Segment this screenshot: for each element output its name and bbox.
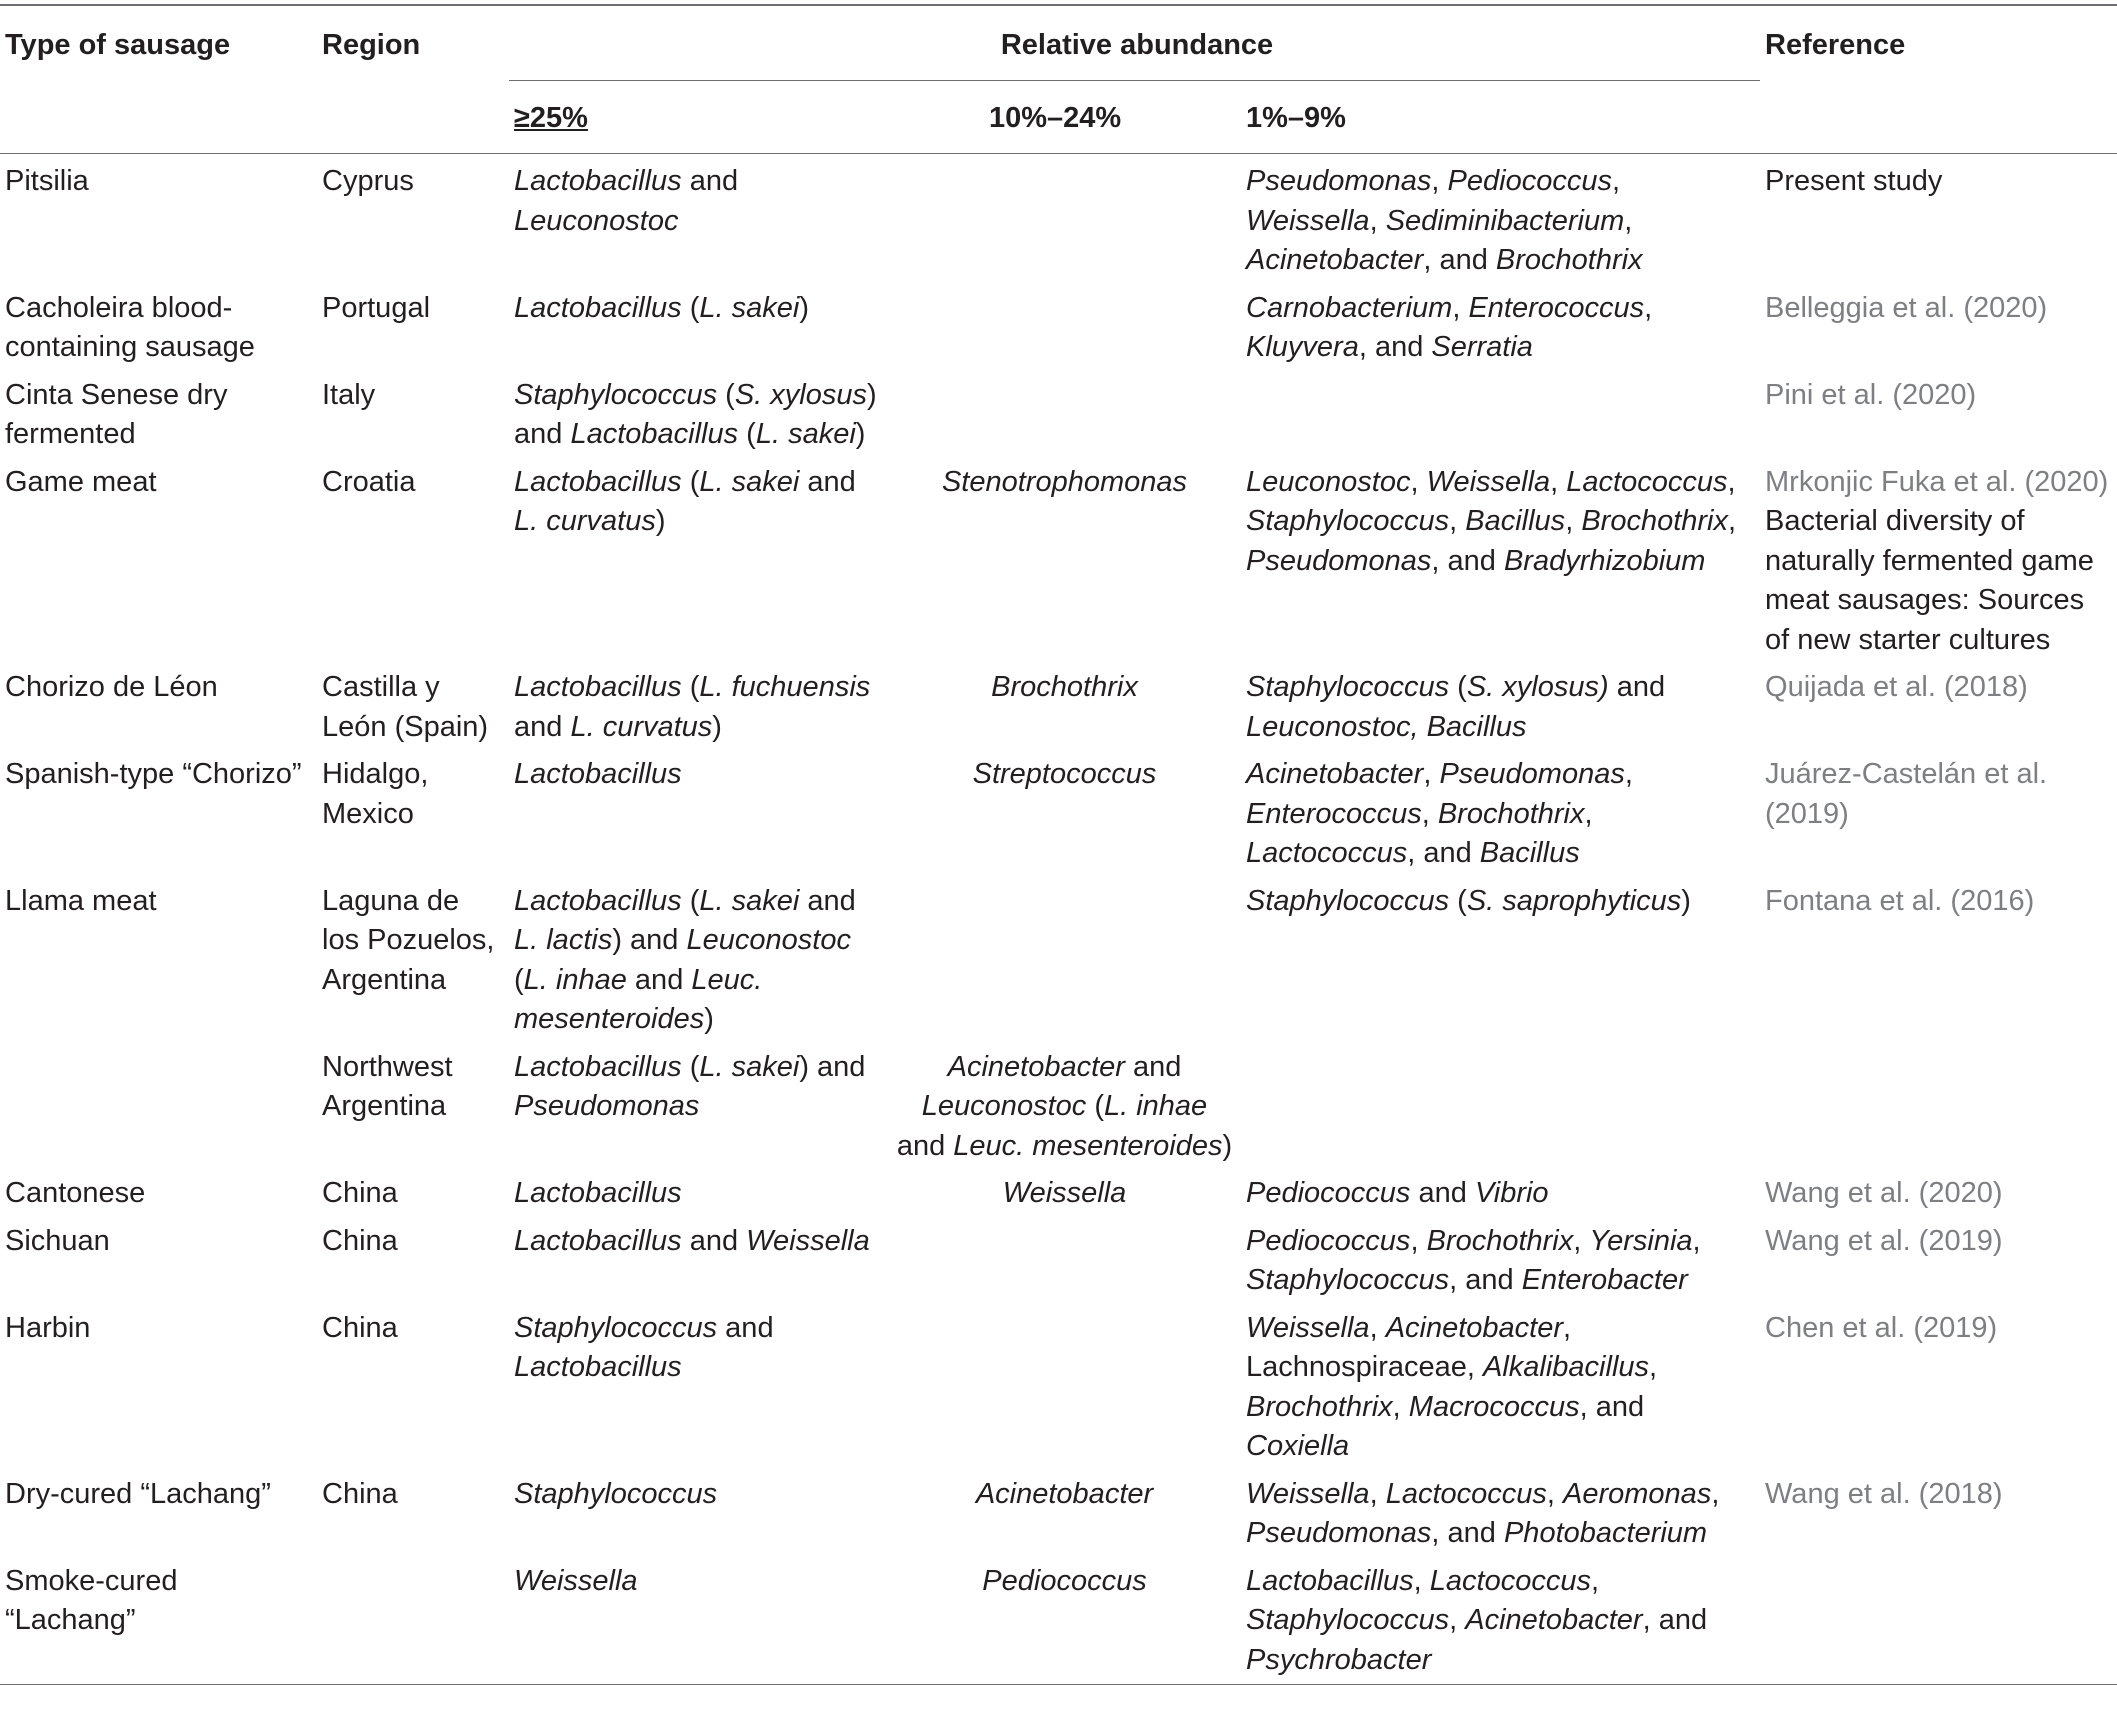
cell-region: Laguna de los Pozuelos, Argentina xyxy=(322,884,495,996)
cell-abundance-ge25: Lactobacillus (L. sakei and L. lactis) and Leuconostoc (L. inhae and Leuc. mesenteroides) xyxy=(514,884,856,1035)
cell-abundance-ge25: Lactobacillus xyxy=(514,758,682,790)
cell-region: Croatia xyxy=(322,465,416,498)
cell-abundance-1-9: Leuconostoc, Weissella, Lactococcus, Staphylococcus, Bacillus, Brochothrix, Pseudomonas, and Bradyrhizobium xyxy=(1246,465,1737,577)
cell-region: Hidalgo, Mexico xyxy=(322,758,429,830)
sausage-microbiota-table xyxy=(0,4,2117,1685)
cell-abundance-1-9: Acinetobacter, Pseudomonas, Enterococcus, Brochothrix, Lactococcus, and Bacillus xyxy=(1246,758,1633,869)
table-body xyxy=(0,154,2117,1685)
table-row xyxy=(0,1558,2117,1685)
cell-type: Game meat xyxy=(5,465,157,498)
cell-region: Italy xyxy=(322,378,376,411)
cell-region: China xyxy=(322,1311,398,1344)
cell-abundance-10-24: Stenotrophomonas xyxy=(941,465,1188,498)
cell-abundance-10-24: Weissella xyxy=(1002,1177,1127,1209)
table-header xyxy=(0,5,2117,154)
cell-type: Cacholeira blood-containing sausage xyxy=(5,291,255,363)
cell-reference: Wang et al. (2019) xyxy=(1765,1224,2003,1257)
cell-reference: Present study xyxy=(1765,165,1943,197)
cell-abundance-10-24: Streptococcus xyxy=(972,758,1157,790)
cell-type: Sichuan xyxy=(5,1224,110,1257)
cell-abundance-1-9: Carnobacterium, Enterococcus, Kluyvera, and Serratia xyxy=(1246,291,1653,363)
table-row xyxy=(0,1170,2117,1218)
cell-reference: Mrkonjic Fuka et al. (2020) Bacterial diversity of naturally fermented game meat sausages: Sources of new starter cultures xyxy=(1765,465,2109,656)
cell-abundance-10-24 xyxy=(889,1218,1241,1305)
table-row xyxy=(0,1471,2117,1558)
cell-abundance-1-9: Weissella, Lactococcus, Aeromonas, Pseudomonas, and Photobacterium xyxy=(1246,1477,1720,1549)
cell-abundance-1-9 xyxy=(1241,372,1760,459)
table-row xyxy=(0,154,2117,285)
cell-abundance-1-9: Pediococcus, Brochothrix, Yersinia, Staphylococcus, and Enterobacter xyxy=(1246,1224,1701,1296)
cell-abundance-10-24 xyxy=(889,154,1241,285)
cell-region: Cyprus xyxy=(322,165,414,197)
header-10-24: 10%–24% xyxy=(889,80,1241,154)
cell-abundance-ge25: Lactobacillus (L. sakei) xyxy=(514,291,809,324)
cell-abundance-1-9: Lactobacillus, Lactococcus, Staphylococcus, Acinetobacter, and Psychrobacter xyxy=(1241,1558,1760,1685)
cell-abundance-10-24 xyxy=(889,1305,1241,1471)
header-relative-abundance-label: Relative abundance xyxy=(1000,29,1274,61)
cell-type: Dry-cured “Lachang” xyxy=(5,1477,271,1510)
cell-type: Chorizo de Léon xyxy=(5,671,218,703)
cell-reference: Fontana et al. (2016) xyxy=(1765,884,2035,917)
cell-abundance-10-24: Acinetobacter and Leuconostoc (L. inhae and Leuc. mesenteroides) xyxy=(896,1050,1233,1162)
cell-abundance-10-24: Brochothrix xyxy=(991,671,1138,703)
cell-type: Pitsilia xyxy=(5,165,89,197)
cell-type: Harbin xyxy=(5,1311,91,1344)
table-row xyxy=(0,459,2117,665)
cell-region: China xyxy=(322,1177,398,1209)
cell-type: Spanish-type “Chorizo” xyxy=(5,758,302,790)
cell-region: Northwest Argentina xyxy=(322,1050,453,1122)
header-ge25 xyxy=(509,80,889,154)
table-row xyxy=(0,285,2117,372)
cell-abundance-10-24 xyxy=(889,372,1241,459)
header-ge25-label: ≥25% xyxy=(514,101,588,134)
cell-reference: Wang et al. (2018) xyxy=(1765,1477,2003,1510)
table-row xyxy=(0,878,2117,1044)
cell-abundance-10-24: Pediococcus xyxy=(889,1558,1241,1685)
cell-abundance-ge25: Lactobacillus and Leuconostoc xyxy=(514,165,739,237)
cell-region: Portugal xyxy=(322,291,431,324)
cell-abundance-ge25: Lactobacillus (L. fuchuensis and L. curvatus) xyxy=(514,671,871,743)
cell-abundance-ge25: Lactobacillus (L. sakei and L. curvatus) xyxy=(514,465,856,537)
cell-reference: Juárez-Castelán et al. (2019) xyxy=(1765,758,2048,830)
cell-region: Castilla y León (Spain) xyxy=(322,671,489,743)
cell-reference: Wang et al. (2020) xyxy=(1765,1177,2003,1209)
cell-reference: Belleggia et al. (2020) xyxy=(1765,291,2048,324)
table-row xyxy=(0,372,2117,459)
cell-abundance-ge25: Staphylococcus and Lactobacillus xyxy=(514,1311,774,1383)
cell-abundance-10-24: Acinetobacter xyxy=(975,1477,1154,1510)
cell-abundance-1-9: Staphylococcus (S. saprophyticus) xyxy=(1246,884,1691,917)
cell-abundance-ge25: Lactobacillus (L. sakei) and Pseudomonas xyxy=(514,1050,866,1122)
table-row xyxy=(0,664,2117,751)
header-relative-abundance xyxy=(509,5,1760,80)
cell-region xyxy=(317,1558,509,1685)
cell-type: Cinta Senese dry fermented xyxy=(5,378,228,450)
cell-abundance-ge25: Staphylococcus (S. xylosus) and Lactobacillus (L. sakei) xyxy=(514,378,877,450)
cell-abundance-1-9: Weissella, Acinetobacter, Lachnospiraceae, Alkalibacillus, Brochothrix, Macrococcus, and Coxiella xyxy=(1246,1311,1658,1462)
cell-abundance-ge25: Lactobacillus xyxy=(514,1177,682,1209)
cell-abundance-ge25: Weissella xyxy=(509,1558,889,1685)
cell-reference: Quijada et al. (2018) xyxy=(1765,671,2028,703)
cell-region: China xyxy=(322,1477,398,1510)
cell-type: Llama meat xyxy=(5,884,157,917)
table-row xyxy=(0,1044,2117,1171)
table-row xyxy=(0,1218,2117,1305)
cell-abundance-10-24 xyxy=(889,285,1241,372)
cell-reference xyxy=(1760,1044,2117,1171)
cell-reference: Pini et al. (2020) xyxy=(1765,378,1977,411)
header-row-1 xyxy=(0,5,2117,80)
cell-abundance-1-9: Staphylococcus (S. xylosus) and Leuconostoc, Bacillus xyxy=(1246,671,1666,743)
cell-type: Cantonese xyxy=(5,1177,146,1209)
cell-abundance-10-24 xyxy=(889,878,1241,1044)
cell-abundance-ge25: Lactobacillus and Weissella xyxy=(514,1224,870,1257)
header-region: Region xyxy=(317,5,509,154)
cell-reference: Chen et al. (2019) xyxy=(1765,1311,1998,1344)
cell-reference xyxy=(1760,1558,2117,1685)
cell-type xyxy=(0,1044,317,1171)
header-type-of-sausage: Type of sausage xyxy=(0,5,317,154)
header-reference: Reference xyxy=(1760,5,2117,154)
cell-abundance-1-9: Pediococcus and Vibrio xyxy=(1246,1177,1549,1209)
header-1-9: 1%–9% xyxy=(1241,80,1760,154)
cell-type: Smoke-cured “Lachang” xyxy=(0,1558,317,1685)
cell-abundance-1-9 xyxy=(1241,1044,1760,1171)
table-row xyxy=(0,751,2117,878)
cell-region: China xyxy=(322,1224,398,1257)
cell-abundance-1-9: Pseudomonas, Pediococcus, Weissella, Sediminibacterium, Acinetobacter, and Brochothrix xyxy=(1246,165,1643,276)
cell-abundance-ge25: Staphylococcus xyxy=(514,1477,718,1510)
table-row xyxy=(0,1305,2117,1471)
